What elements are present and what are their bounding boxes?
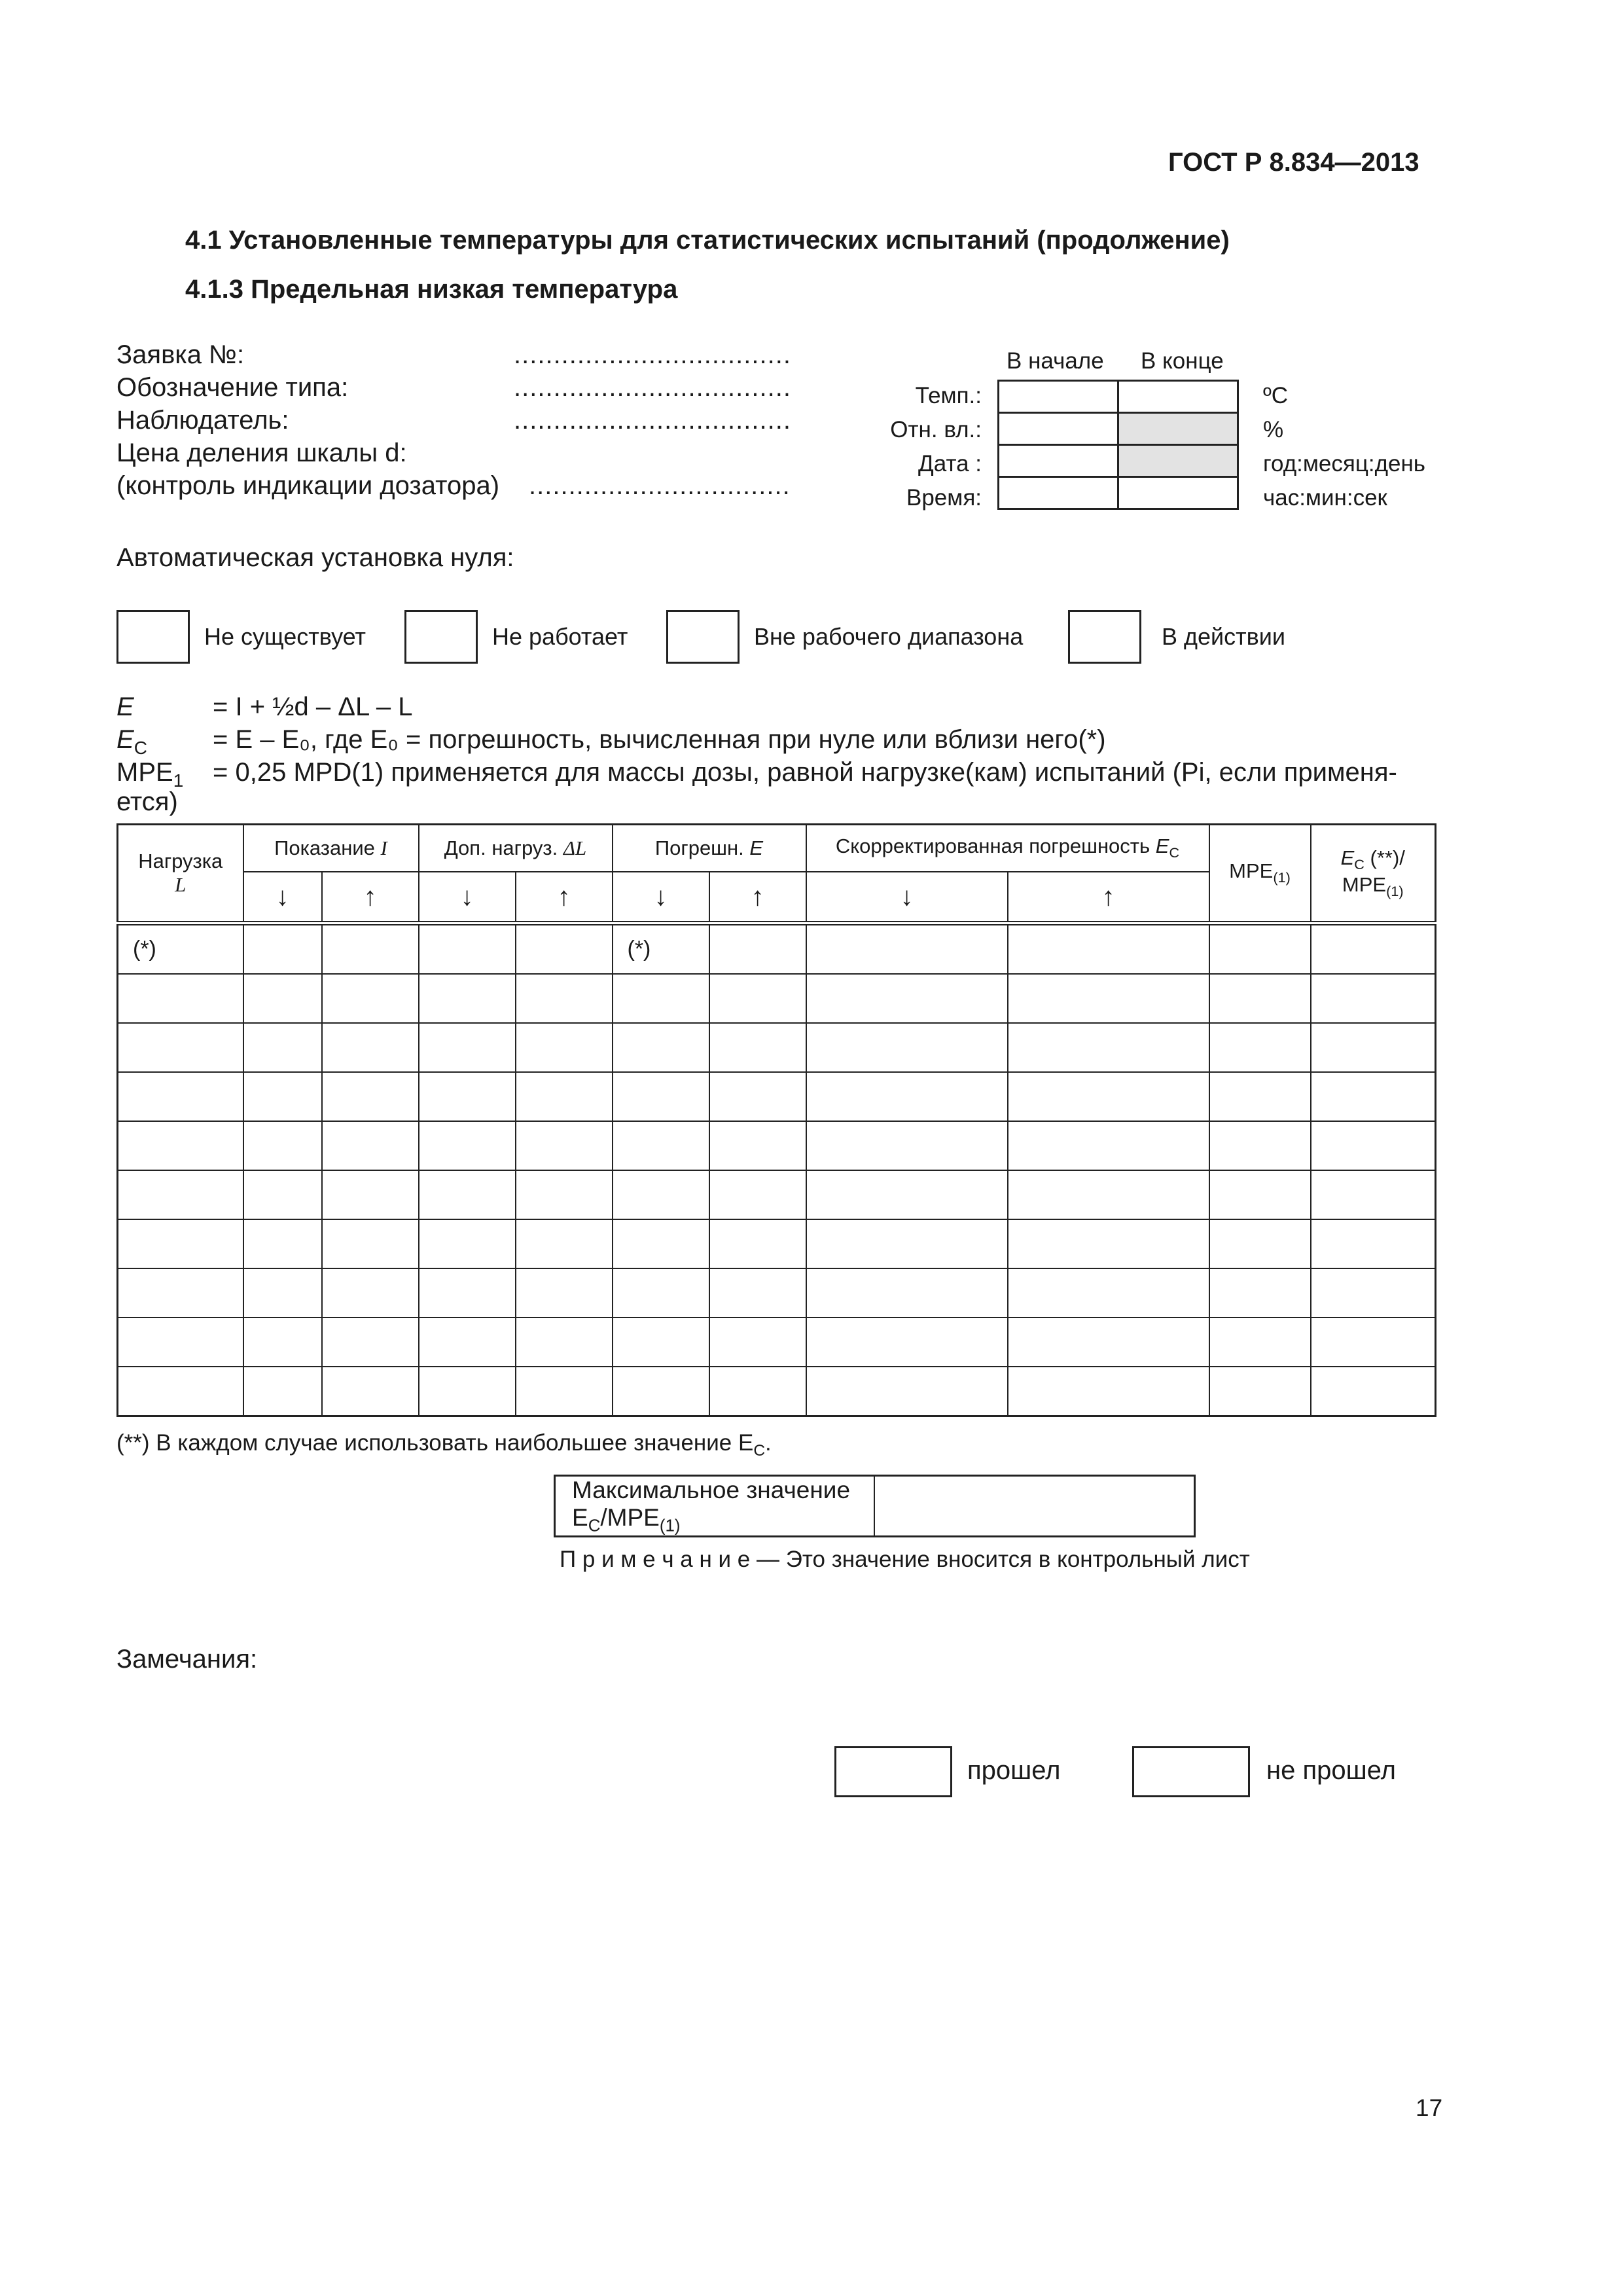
- col-mpe-sub: (1): [1273, 869, 1291, 886]
- table-cell[interactable]: [1311, 974, 1436, 1023]
- temp-start-cell[interactable]: [999, 381, 1118, 413]
- section-subtitle: 4.1.3 Предельная низкая температура: [185, 275, 678, 304]
- col-ratio-symbol: E: [1340, 846, 1355, 869]
- checkbox-out-of-range[interactable]: [666, 610, 740, 664]
- table-cell[interactable]: [243, 1367, 322, 1416]
- table-cell[interactable]: [1311, 1170, 1436, 1219]
- mpe-sub: 1: [173, 770, 184, 791]
- table-cell[interactable]: [516, 1072, 613, 1121]
- table-cell[interactable]: [1209, 924, 1311, 975]
- table-cell[interactable]: [709, 1170, 806, 1219]
- max-value-text: Максимальное значение E: [572, 1477, 851, 1531]
- table-cell[interactable]: [243, 1268, 322, 1318]
- corrected-down-arrow: ↓: [806, 872, 1008, 924]
- section-title: 4.1 Установленные температуры для статистических испытаний (продолжение): [185, 226, 1230, 255]
- checkbox-active[interactable]: [1068, 610, 1141, 664]
- table-cell[interactable]: [709, 974, 806, 1023]
- ec-sub: C: [134, 738, 147, 758]
- formula-e-symbol: [116, 692, 134, 722]
- checkbox-passed[interactable]: [834, 1746, 952, 1797]
- table-cell[interactable]: [709, 1268, 806, 1318]
- table-cell[interactable]: [1008, 924, 1209, 975]
- table-cell[interactable]: [516, 1121, 613, 1170]
- table-cell[interactable]: [1008, 1170, 1209, 1219]
- auto-zero-label: Автоматическая установка нуля:: [116, 543, 514, 572]
- table-cell[interactable]: [419, 1072, 516, 1121]
- cond-label-temp: Темп.:: [915, 383, 982, 408]
- max-value-sub: C: [588, 1516, 601, 1535]
- table-cell[interactable]: [322, 1318, 419, 1367]
- table-cell[interactable]: [322, 974, 419, 1023]
- page-number: 17: [1416, 2094, 1443, 2121]
- table-cell[interactable]: [322, 1121, 419, 1170]
- formula-mpe: = 0,25 MPD(1) применяется для массы дозы, равной нагрузке(кам) испытаний (Pi, если применя-: [213, 758, 1397, 787]
- table-cell[interactable]: [118, 1268, 243, 1318]
- table-cell[interactable]: [709, 1367, 806, 1416]
- table-cell[interactable]: [709, 1318, 806, 1367]
- table-cell[interactable]: [419, 974, 516, 1023]
- table-row: [118, 1268, 1436, 1318]
- col-corrected-symbol: E: [1155, 834, 1169, 858]
- col-load-symbol: L: [175, 873, 187, 896]
- remarks-label: Замечания:: [116, 1645, 258, 1674]
- table-cell[interactable]: [806, 1121, 1008, 1170]
- footnote-end: .: [765, 1430, 772, 1456]
- observer-label: Наблюдатель:: [116, 406, 289, 435]
- table-cell[interactable]: [709, 924, 806, 975]
- col-ratio-top: [1311, 846, 1435, 873]
- col-corrected-header: [806, 825, 1209, 872]
- humidity-start-cell[interactable]: [999, 413, 1118, 445]
- application-number-field[interactable]: ...................................: [514, 340, 791, 369]
- checkbox-failed[interactable]: [1132, 1746, 1250, 1797]
- ec-symbol: E: [116, 725, 134, 754]
- table-cell[interactable]: [1209, 1318, 1311, 1367]
- table-cell[interactable]: [1008, 1072, 1209, 1121]
- table-cell[interactable]: [419, 1023, 516, 1072]
- conditions-table: [997, 380, 1239, 510]
- cond-unit-time: час:мин:сек: [1263, 485, 1387, 511]
- table-cell[interactable]: [118, 1072, 243, 1121]
- table-cell[interactable]: [1209, 1367, 1311, 1416]
- table-cell[interactable]: [243, 1318, 322, 1367]
- table-cell[interactable]: [118, 1170, 243, 1219]
- formula-mpe-symbol: [116, 758, 183, 791]
- date-end-cell: [1118, 445, 1238, 477]
- table-cell[interactable]: [243, 924, 322, 975]
- formula-mpe-cont: ется): [116, 787, 178, 816]
- table-cell[interactable]: [419, 1219, 516, 1268]
- corrected-up-arrow: ↑: [1008, 872, 1209, 924]
- error-cell-zero[interactable]: (*): [613, 924, 709, 975]
- dispenser-control-field[interactable]: .................................: [529, 471, 791, 500]
- table-cell[interactable]: [516, 924, 613, 975]
- date-start-cell[interactable]: [999, 445, 1118, 477]
- option-not-working: Не работает: [492, 623, 628, 650]
- col-error-label: Погрешн.: [654, 836, 744, 859]
- cond-unit-temp: ºC: [1263, 383, 1289, 408]
- note-label: П р и м е ч а н и е: [560, 1547, 751, 1572]
- type-designation-field[interactable]: ...................................: [514, 373, 791, 402]
- footnote-sub: C: [753, 1442, 766, 1460]
- table-cell[interactable]: [613, 1023, 709, 1072]
- table-cell[interactable]: [806, 1367, 1008, 1416]
- table-cell[interactable]: [1008, 1367, 1209, 1416]
- scale-division-label: [116, 439, 407, 468]
- table-cell[interactable]: [709, 1072, 806, 1121]
- col-ratio-mpe-sub: (1): [1386, 883, 1404, 900]
- addload-up-arrow: ↑: [516, 872, 613, 924]
- table-cell[interactable]: [806, 1219, 1008, 1268]
- table-cell[interactable]: [322, 1367, 419, 1416]
- table-cell[interactable]: [419, 1318, 516, 1367]
- table-cell[interactable]: [243, 974, 322, 1023]
- col-indication-label: Показание: [274, 836, 375, 859]
- max-value-sub2: (1): [659, 1516, 681, 1535]
- footnote-text: (**) В каждом случае использовать наибольшее значение E: [116, 1430, 754, 1456]
- col-error-header: [613, 825, 806, 872]
- note: [560, 1547, 1250, 1573]
- table-cell[interactable]: [613, 1121, 709, 1170]
- table-cell[interactable]: [1311, 1219, 1436, 1268]
- table-cell[interactable]: [516, 1367, 613, 1416]
- table-row: [118, 974, 1436, 1023]
- col-addload-header: [419, 825, 613, 872]
- col-load-label: Нагрузка: [138, 850, 223, 872]
- result-failed: не прошел: [1266, 1756, 1396, 1785]
- note-text: — Это значение вносится в контрольный лист: [750, 1547, 1250, 1572]
- table-cell[interactable]: [806, 1023, 1008, 1072]
- col-corrected-label: Скорректированная погрешность: [835, 834, 1150, 858]
- error-down-arrow: ↓: [613, 872, 709, 924]
- footnote: [116, 1430, 772, 1460]
- table-cell[interactable]: [1008, 1318, 1209, 1367]
- table-cell[interactable]: [118, 1219, 243, 1268]
- indication-up-arrow: ↑: [322, 872, 419, 924]
- formula-ec-symbol: [116, 725, 147, 759]
- addload-down-arrow: ↓: [419, 872, 516, 924]
- col-indication-symbol: I: [380, 836, 387, 859]
- table-cell[interactable]: [516, 974, 613, 1023]
- table-cell[interactable]: [322, 1219, 419, 1268]
- observer-field[interactable]: ...................................: [514, 406, 791, 435]
- col-error-symbol: E: [749, 836, 764, 859]
- table-cell[interactable]: [806, 1268, 1008, 1318]
- table-cell[interactable]: [1311, 924, 1436, 975]
- max-value-table: [554, 1475, 1196, 1537]
- table-cell[interactable]: [806, 924, 1008, 975]
- table-cell[interactable]: [419, 1268, 516, 1318]
- table-cell[interactable]: [1209, 1268, 1311, 1318]
- table-cell[interactable]: [1209, 974, 1311, 1023]
- error-up-arrow: ↑: [709, 872, 806, 924]
- option-out-of-range: Вне рабочего диапазона: [754, 623, 1024, 650]
- table-cell[interactable]: [806, 974, 1008, 1023]
- col-ratio-header: [1311, 825, 1436, 924]
- table-cell[interactable]: [1311, 1318, 1436, 1367]
- result-passed: прошел: [967, 1756, 1061, 1785]
- table-cell[interactable]: [118, 1367, 243, 1416]
- table-cell[interactable]: [1209, 1121, 1311, 1170]
- table-cell[interactable]: [613, 1318, 709, 1367]
- table-cell[interactable]: [243, 1219, 322, 1268]
- table-cell[interactable]: [118, 1023, 243, 1072]
- type-designation-label: Обозначение типа:: [116, 373, 349, 402]
- table-cell[interactable]: [1311, 1072, 1436, 1121]
- dispenser-control-label: (контроль индикации дозатора): [116, 471, 500, 500]
- table-cell[interactable]: [322, 924, 419, 975]
- table-cell[interactable]: [419, 924, 516, 975]
- table-cell[interactable]: [419, 1170, 516, 1219]
- cond-label-humidity: Отн. вл.:: [890, 417, 982, 442]
- table-cell[interactable]: [806, 1072, 1008, 1121]
- max-value-label: [555, 1476, 875, 1537]
- empty-rows: [118, 974, 1436, 1416]
- temp-end-cell[interactable]: [1118, 381, 1238, 413]
- cond-unit-date: год:месяц:день: [1263, 451, 1426, 476]
- table-cell[interactable]: [118, 1318, 243, 1367]
- table-cell[interactable]: [1311, 1367, 1436, 1416]
- table-cell[interactable]: [1008, 1268, 1209, 1318]
- table-cell[interactable]: [1209, 1219, 1311, 1268]
- col-ratio-mpe: MPE: [1342, 873, 1387, 896]
- table-cell[interactable]: [1209, 1170, 1311, 1219]
- table-row: [118, 1219, 1436, 1268]
- table-cell[interactable]: [516, 1318, 613, 1367]
- option-active: В действии: [1162, 623, 1285, 650]
- table-cell[interactable]: [516, 1170, 613, 1219]
- table-cell[interactable]: [1209, 1023, 1311, 1072]
- formula-ec: = E – E₀, где E₀ = погрешность, вычисленная при нуле или вблизи него(*): [213, 725, 1106, 754]
- table-cell[interactable]: [613, 974, 709, 1023]
- time-start-cell[interactable]: [999, 477, 1118, 509]
- col-ratio-bottom: [1311, 873, 1435, 900]
- table-cell[interactable]: [419, 1367, 516, 1416]
- col-ratio-sub: C: [1354, 856, 1364, 872]
- table-cell[interactable]: [243, 1023, 322, 1072]
- col-addload-symbol: ΔL: [563, 836, 587, 859]
- table-cell[interactable]: [322, 1268, 419, 1318]
- col-ratio-suffix: (**)/: [1364, 846, 1405, 869]
- max-value-mid: /MPE: [600, 1504, 660, 1531]
- application-number-label: Заявка №:: [116, 340, 245, 369]
- table-cell[interactable]: [118, 1121, 243, 1170]
- e-symbol: E: [116, 692, 134, 721]
- table-cell[interactable]: [243, 1170, 322, 1219]
- table-cell[interactable]: [613, 1367, 709, 1416]
- table-cell[interactable]: [322, 1170, 419, 1219]
- table-row: [118, 1121, 1436, 1170]
- table-cell[interactable]: [613, 1268, 709, 1318]
- col-corrected-sub: C: [1169, 844, 1180, 861]
- table-cell[interactable]: [1008, 1023, 1209, 1072]
- table-cell[interactable]: [1311, 1121, 1436, 1170]
- table-cell[interactable]: [516, 1023, 613, 1072]
- load-cell-zero[interactable]: (*): [118, 924, 243, 975]
- table-row: [118, 924, 1436, 975]
- formula-e: = I + ½d – ΔL – L: [213, 692, 413, 721]
- col-load-header: [118, 825, 243, 924]
- cond-unit-humidity: %: [1263, 417, 1284, 442]
- table-cell[interactable]: [613, 1219, 709, 1268]
- table-cell[interactable]: [516, 1219, 613, 1268]
- table-cell[interactable]: [118, 974, 243, 1023]
- table-cell[interactable]: [516, 1268, 613, 1318]
- table-cell[interactable]: [1008, 1121, 1209, 1170]
- table-row: [118, 1367, 1436, 1416]
- table-row: [118, 1318, 1436, 1367]
- table-cell[interactable]: [709, 1023, 806, 1072]
- col-mpe-header: [1209, 825, 1311, 924]
- humidity-end-cell: [1118, 413, 1238, 445]
- mpe-symbol: MPE: [116, 758, 173, 787]
- table-cell[interactable]: [243, 1121, 322, 1170]
- col-mpe-label: MPE: [1229, 859, 1274, 883]
- results-table: [116, 823, 1436, 1417]
- cond-col-start: В начале: [1007, 348, 1104, 374]
- max-value-cell[interactable]: [874, 1476, 1195, 1537]
- table-cell[interactable]: [806, 1170, 1008, 1219]
- table-cell[interactable]: [322, 1023, 419, 1072]
- table-cell[interactable]: [1311, 1268, 1436, 1318]
- scale-division-text: Цена деления шкалы d:: [116, 439, 407, 467]
- table-cell[interactable]: [1008, 974, 1209, 1023]
- time-end-cell[interactable]: [1118, 477, 1238, 509]
- table-cell[interactable]: [613, 1170, 709, 1219]
- table-cell[interactable]: [1008, 1219, 1209, 1268]
- table-cell[interactable]: [613, 1072, 709, 1121]
- option-not-exist: Не существует: [204, 623, 366, 650]
- checkbox-not-working[interactable]: [404, 610, 478, 664]
- table-cell[interactable]: [1209, 1072, 1311, 1121]
- table-cell[interactable]: [1311, 1023, 1436, 1072]
- table-cell[interactable]: [709, 1219, 806, 1268]
- indication-down-arrow: ↓: [243, 872, 322, 924]
- table-cell[interactable]: [322, 1072, 419, 1121]
- cond-label-time: Время:: [906, 485, 982, 511]
- cond-label-date: Дата :: [918, 451, 982, 476]
- table-row: [118, 1023, 1436, 1072]
- table-cell[interactable]: [709, 1121, 806, 1170]
- table-cell[interactable]: [419, 1121, 516, 1170]
- cond-col-end: В конце: [1141, 348, 1224, 374]
- table-cell[interactable]: [243, 1072, 322, 1121]
- checkbox-not-exist[interactable]: [116, 610, 190, 664]
- col-addload-label: Доп. нагруз.: [444, 836, 558, 859]
- table-cell[interactable]: [806, 1318, 1008, 1367]
- table-row: [118, 1170, 1436, 1219]
- col-indication-header: [243, 825, 419, 872]
- standard-code: ГОСТ Р 8.834—2013: [1168, 148, 1419, 177]
- table-row: [118, 1072, 1436, 1121]
